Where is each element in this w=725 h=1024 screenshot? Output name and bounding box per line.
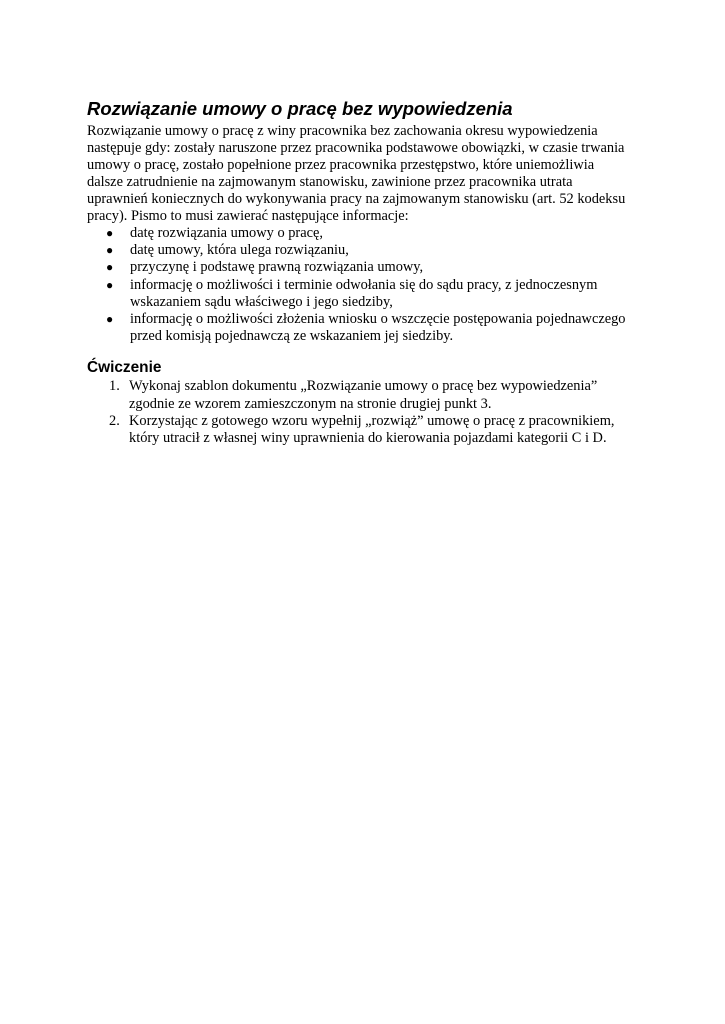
- bullet-icon: ●: [106, 226, 114, 240]
- intro-line: dalsze zatrudnienie na zajmowanym stanowisku, zawinione przez pracownika utrata: [87, 174, 573, 190]
- bullet-icon: ●: [106, 277, 114, 292]
- list-item-text: informację o możliwości złożenia wniosku o wszczęcie postępowania pojednawczego: [130, 311, 626, 328]
- list-item-text: datę umowy, która ulega rozwiązaniu,: [130, 242, 349, 259]
- bullet-icon: ●: [106, 260, 114, 275]
- exercise-text: Korzystając z gotowego wzoru wypełnij „rozwiąż” umowę o pracę z pracownikiem,: [129, 412, 615, 429]
- exercise-text: zgodnie ze wzorem zamieszczonym na stronie drugiej punkt 3.: [129, 395, 492, 412]
- document-page: [87, 98, 647, 447]
- intro-paragraph: [87, 123, 647, 225]
- exercise-number: 2.: [109, 412, 120, 429]
- intro-line: umowy o pracę, zostało popełnione przez pracownika przestępstwo, które uniemożliwia: [87, 157, 595, 173]
- intro-line: pracy). Pismo to musi zawierać następujące informacje:: [87, 208, 409, 224]
- list-item-text: datę rozwiązania umowy o pracę,: [130, 225, 323, 241]
- exercise-list: [87, 378, 647, 447]
- exercise-item: [87, 413, 647, 447]
- exercise-item: [87, 378, 647, 412]
- list-item-text: wskazaniem sądu właściwego i jego siedziby,: [130, 293, 393, 310]
- list-item-text: przed komisją pojednawczą ze wskazaniem jej siedziby.: [130, 328, 454, 345]
- intro-line: następuje gdy: zostały naruszone przez pracownika podstawowe obowiązki, w czasie trwania: [87, 140, 625, 156]
- list-item-text: informację o możliwości i terminie odwołania się do sądu pracy, z jednoczesnym: [130, 276, 598, 293]
- intro-line: Rozwiązanie umowy o pracę z winy pracownika bez zachowania okresu wypowiedzenia: [87, 123, 598, 139]
- list-item: [87, 259, 647, 276]
- list-item: [87, 277, 647, 311]
- exercise-text: który utracił z własnej winy uprawnienia do kierowania pojazdami kategorii C i D.: [129, 430, 607, 447]
- section-heading: Rozwiązanie umowy o pracę bez wypowiedzenia: [87, 98, 513, 119]
- bullet-icon: ●: [106, 312, 114, 327]
- required-info-list: [87, 225, 647, 345]
- exercise-number: 1.: [109, 378, 120, 395]
- exercise-heading: Ćwiczenie: [87, 359, 162, 377]
- list-item-text: przyczynę i podstawę prawną rozwiązania umowy,: [130, 259, 424, 276]
- list-item: [87, 225, 647, 242]
- bullet-icon: ●: [106, 243, 114, 258]
- list-item: [87, 242, 647, 259]
- list-item: [87, 311, 647, 345]
- exercise-text: Wykonaj szablon dokumentu „Rozwiązanie umowy o pracę bez wypowiedzenia”: [129, 378, 598, 395]
- intro-line: uprawnień koniecznych do wykonywania pracy na zajmowanym stanowisku (art. 52 kodeksu: [87, 191, 626, 207]
